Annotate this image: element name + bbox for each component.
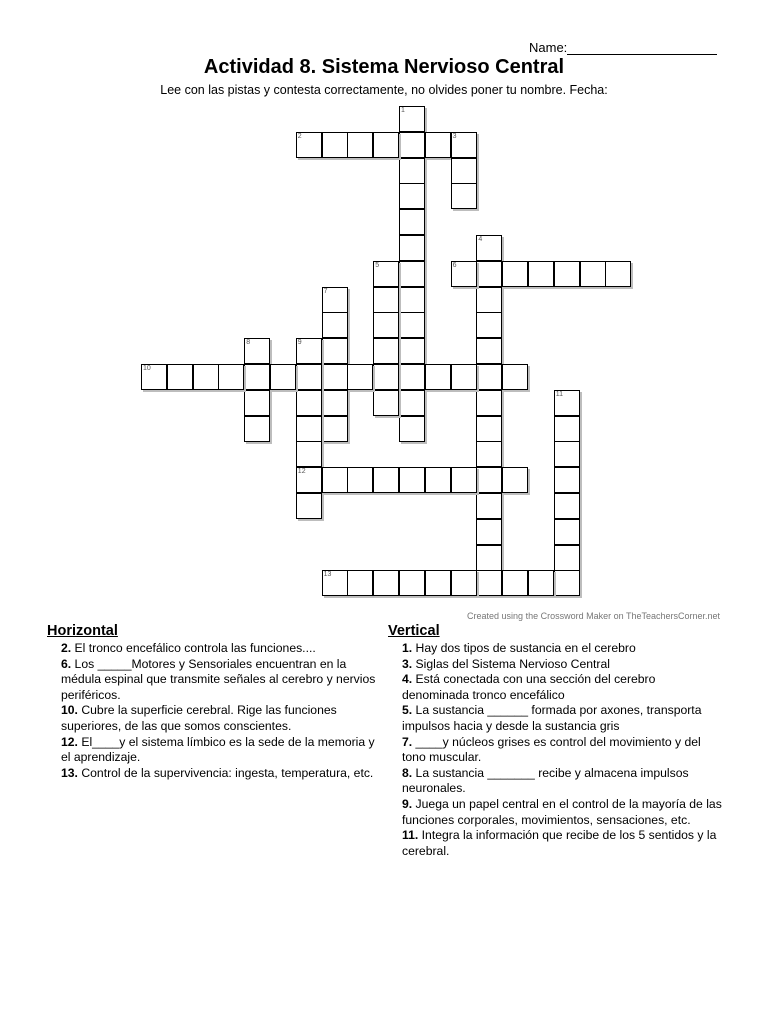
crossword-cell[interactable] bbox=[476, 545, 502, 571]
crossword-cell[interactable] bbox=[167, 364, 193, 390]
crossword-cell[interactable] bbox=[554, 493, 580, 519]
clue-text: Los _____Motores y Sensoriales encuentran en la médula espinal que transmite señales al cerebro y nervios periféricos. bbox=[61, 656, 376, 702]
name-label: Name: bbox=[529, 40, 568, 55]
horizontal-clue bbox=[61, 641, 382, 657]
crossword-cell[interactable] bbox=[502, 467, 528, 493]
crossword-cell[interactable] bbox=[399, 235, 425, 261]
crossword-cell[interactable] bbox=[373, 287, 399, 313]
crossword-cell[interactable] bbox=[476, 287, 502, 313]
crossword-cell[interactable] bbox=[476, 570, 502, 596]
crossword-cell[interactable] bbox=[580, 261, 606, 287]
clue-number: 12 bbox=[297, 468, 306, 476]
crossword-cell[interactable] bbox=[322, 312, 348, 338]
clue-text: Juega un papel central en el control de la mayoría de las funciones corporales, movimientos, sensaciones, etc. bbox=[402, 796, 722, 827]
crossword-cell[interactable] bbox=[554, 467, 580, 493]
clue-number: 1 bbox=[401, 107, 405, 114]
clue-number: 3. bbox=[402, 656, 413, 671]
crossword-cell[interactable] bbox=[373, 132, 399, 158]
crossword-cell[interactable] bbox=[296, 493, 322, 519]
clue-number: 13. bbox=[61, 765, 78, 780]
credit-text: Created using the Crossword Maker on TheTeachersCorner.net bbox=[467, 611, 720, 621]
crossword-cell[interactable] bbox=[322, 467, 348, 493]
vertical-clue bbox=[402, 797, 723, 828]
crossword-cell[interactable] bbox=[244, 390, 270, 416]
vertical-heading: Vertical bbox=[388, 623, 440, 639]
horizontal-clue-list bbox=[47, 641, 382, 781]
clue-number: 8. bbox=[402, 765, 413, 780]
clue-text: Control de la supervivencia: ingesta, temperatura, etc. bbox=[77, 765, 374, 780]
crossword-cell[interactable] bbox=[399, 183, 425, 209]
crossword-cell[interactable] bbox=[296, 132, 322, 158]
horizontal-clues bbox=[47, 622, 382, 781]
crossword-cell[interactable] bbox=[425, 570, 451, 596]
crossword-cell[interactable] bbox=[218, 364, 244, 390]
crossword-cell[interactable] bbox=[451, 132, 477, 158]
clue-number: 13 bbox=[323, 571, 332, 579]
crossword-cell[interactable] bbox=[373, 364, 399, 390]
crossword-cell[interactable] bbox=[347, 570, 373, 596]
clue-number: 7. bbox=[402, 734, 413, 749]
crossword-cell[interactable] bbox=[476, 416, 502, 442]
crossword-cell[interactable] bbox=[322, 364, 348, 390]
crossword-cell[interactable] bbox=[502, 261, 528, 287]
crossword-cell[interactable] bbox=[347, 132, 373, 158]
clue-text: El tronco encefálico controla las funciones.... bbox=[71, 641, 316, 655]
clue-number: 6. bbox=[61, 656, 72, 671]
crossword-cell[interactable] bbox=[244, 338, 270, 364]
crossword-cell[interactable] bbox=[476, 338, 502, 364]
crossword-cell[interactable] bbox=[270, 364, 296, 390]
crossword-cell[interactable] bbox=[399, 106, 425, 132]
crossword-cell[interactable] bbox=[502, 364, 528, 390]
crossword-cell[interactable] bbox=[296, 338, 322, 364]
clue-text: Cubre la superficie cerebral. Rige las funciones superiores, de las que somos conscientes. bbox=[61, 703, 337, 733]
vertical-clue bbox=[402, 657, 723, 673]
crossword-cell[interactable] bbox=[399, 209, 425, 235]
crossword-cell[interactable] bbox=[476, 519, 502, 545]
crossword-cell[interactable] bbox=[476, 390, 502, 416]
clue-text: La sustancia ______ formada por axones, transporta impulsos hacia y desde la sustancia gris bbox=[402, 703, 702, 733]
clue-text: El____y el sistema límbico es la sede de la memoria y el aprendizaje. bbox=[61, 734, 375, 765]
crossword-cell[interactable] bbox=[476, 312, 502, 338]
vertical-clue bbox=[402, 735, 723, 766]
crossword-cell[interactable] bbox=[373, 261, 399, 287]
crossword-cell[interactable] bbox=[451, 570, 477, 596]
crossword-cell[interactable] bbox=[554, 519, 580, 545]
crossword-cell[interactable] bbox=[373, 312, 399, 338]
clue-number: 2. bbox=[61, 641, 72, 655]
crossword-cell[interactable] bbox=[347, 467, 373, 493]
crossword-cell[interactable] bbox=[296, 364, 322, 390]
clue-number: 4. bbox=[402, 672, 413, 687]
clue-number: 2 bbox=[297, 132, 302, 140]
vertical-clues bbox=[388, 622, 723, 859]
crossword-cell[interactable] bbox=[451, 467, 477, 493]
crossword-cell[interactable] bbox=[476, 441, 502, 467]
crossword-cell[interactable] bbox=[296, 467, 322, 493]
vertical-clue-list bbox=[388, 641, 723, 859]
crossword-cell[interactable] bbox=[399, 338, 425, 364]
crossword-cell[interactable] bbox=[399, 132, 425, 158]
crossword-cell[interactable] bbox=[451, 183, 477, 209]
clue-number: 3 bbox=[452, 132, 457, 140]
crossword-cell[interactable] bbox=[296, 390, 322, 416]
clue-number: 1. bbox=[402, 641, 413, 655]
crossword-cell[interactable] bbox=[347, 364, 373, 390]
crossword-cell[interactable] bbox=[528, 570, 554, 596]
crossword-cell[interactable] bbox=[399, 390, 425, 416]
clue-number: 9 bbox=[297, 339, 302, 347]
horizontal-clue bbox=[61, 703, 382, 734]
crossword-cell[interactable] bbox=[399, 570, 425, 596]
crossword-cell[interactable] bbox=[554, 570, 580, 596]
crossword-cell[interactable] bbox=[451, 158, 477, 184]
crossword-cell[interactable] bbox=[373, 390, 399, 416]
clue-number: 10 bbox=[143, 365, 151, 372]
crossword-cell[interactable] bbox=[322, 570, 348, 596]
crossword-cell[interactable] bbox=[322, 390, 348, 416]
clue-number: 12. bbox=[61, 734, 78, 749]
crossword-cell[interactable] bbox=[399, 287, 425, 313]
vertical-clue bbox=[402, 766, 723, 797]
crossword-cell[interactable] bbox=[451, 261, 477, 287]
clue-text: Hay dos tipos de sustancia en el cerebro bbox=[412, 641, 636, 655]
crossword-cell[interactable] bbox=[141, 364, 167, 390]
clue-text: ____y núcleos grises es control del movimiento y del tono muscular. bbox=[402, 734, 701, 765]
vertical-clue bbox=[402, 828, 723, 859]
clue-number: 10. bbox=[61, 703, 78, 718]
clue-number: 7 bbox=[323, 287, 328, 295]
crossword-cell[interactable] bbox=[528, 261, 554, 287]
crossword-cell[interactable] bbox=[399, 312, 425, 338]
clue-number: 11 bbox=[555, 390, 564, 398]
horizontal-clue bbox=[61, 657, 382, 704]
clue-number: 6 bbox=[452, 261, 457, 269]
clue-number: 5. bbox=[402, 703, 413, 718]
horizontal-clue bbox=[61, 766, 382, 782]
crossword-cell[interactable] bbox=[373, 338, 399, 364]
vertical-clue bbox=[402, 672, 723, 703]
crossword-cell[interactable] bbox=[296, 416, 322, 442]
crossword-cell[interactable] bbox=[554, 416, 580, 442]
horizontal-clue bbox=[61, 735, 382, 766]
clue-text: Está conectada con una sección del cerebro denominada tronco encefálico bbox=[402, 672, 656, 702]
crossword-cell[interactable] bbox=[476, 493, 502, 519]
crossword-cell[interactable] bbox=[244, 364, 270, 390]
crossword-cell[interactable] bbox=[322, 338, 348, 364]
crossword-cell[interactable] bbox=[399, 158, 425, 184]
clue-number: 9. bbox=[402, 796, 413, 811]
crossword-cell[interactable] bbox=[322, 287, 348, 313]
crossword-cell[interactable] bbox=[476, 235, 502, 261]
clue-text: La sustancia _______ recibe y almacena impulsos neuronales. bbox=[402, 765, 689, 796]
crossword-cell[interactable] bbox=[554, 441, 580, 467]
crossword-cell[interactable] bbox=[244, 416, 270, 442]
clue-text: Integra la información que recibe de los 5 sentidos y la cerebral. bbox=[402, 828, 717, 858]
crossword-cell[interactable] bbox=[296, 441, 322, 467]
crossword-cell[interactable] bbox=[193, 364, 219, 390]
crossword-cell[interactable] bbox=[554, 545, 580, 571]
crossword-cell[interactable] bbox=[425, 132, 451, 158]
vertical-clue bbox=[402, 641, 723, 657]
crossword-cell[interactable] bbox=[476, 261, 502, 287]
crossword-cell[interactable] bbox=[554, 261, 580, 287]
horizontal-heading: Horizontal bbox=[47, 623, 118, 639]
clue-number: 8 bbox=[246, 339, 251, 347]
crossword-cell[interactable] bbox=[399, 364, 425, 390]
crossword-cell[interactable] bbox=[605, 261, 631, 287]
crossword-cell[interactable] bbox=[425, 364, 451, 390]
instructions: Lee con las pistas y contesta correctamente, no olvides poner tu nombre. Fecha: bbox=[160, 83, 608, 97]
crossword-cell[interactable] bbox=[373, 467, 399, 493]
clue-number: 5 bbox=[375, 261, 380, 269]
crossword-cell[interactable] bbox=[451, 364, 477, 390]
crossword-cell[interactable] bbox=[476, 364, 502, 390]
clue-text: Siglas del Sistema Nervioso Central bbox=[412, 656, 610, 671]
crossword-cell[interactable] bbox=[322, 416, 348, 442]
clue-number: 4 bbox=[478, 236, 483, 243]
crossword-cell[interactable] bbox=[476, 467, 502, 493]
crossword-cell[interactable] bbox=[502, 570, 528, 596]
crossword-cell[interactable] bbox=[373, 570, 399, 596]
page-title: Actividad 8. Sistema Nervioso Central bbox=[203, 56, 565, 78]
vertical-clue bbox=[402, 703, 723, 734]
crossword-cell[interactable] bbox=[399, 416, 425, 442]
crossword-cell[interactable] bbox=[399, 467, 425, 493]
crossword-cell[interactable] bbox=[399, 261, 425, 287]
clue-number: 11. bbox=[402, 828, 419, 843]
crossword-cell[interactable] bbox=[554, 390, 580, 416]
crossword-cell[interactable] bbox=[322, 132, 348, 158]
crossword-cell[interactable] bbox=[425, 467, 451, 493]
